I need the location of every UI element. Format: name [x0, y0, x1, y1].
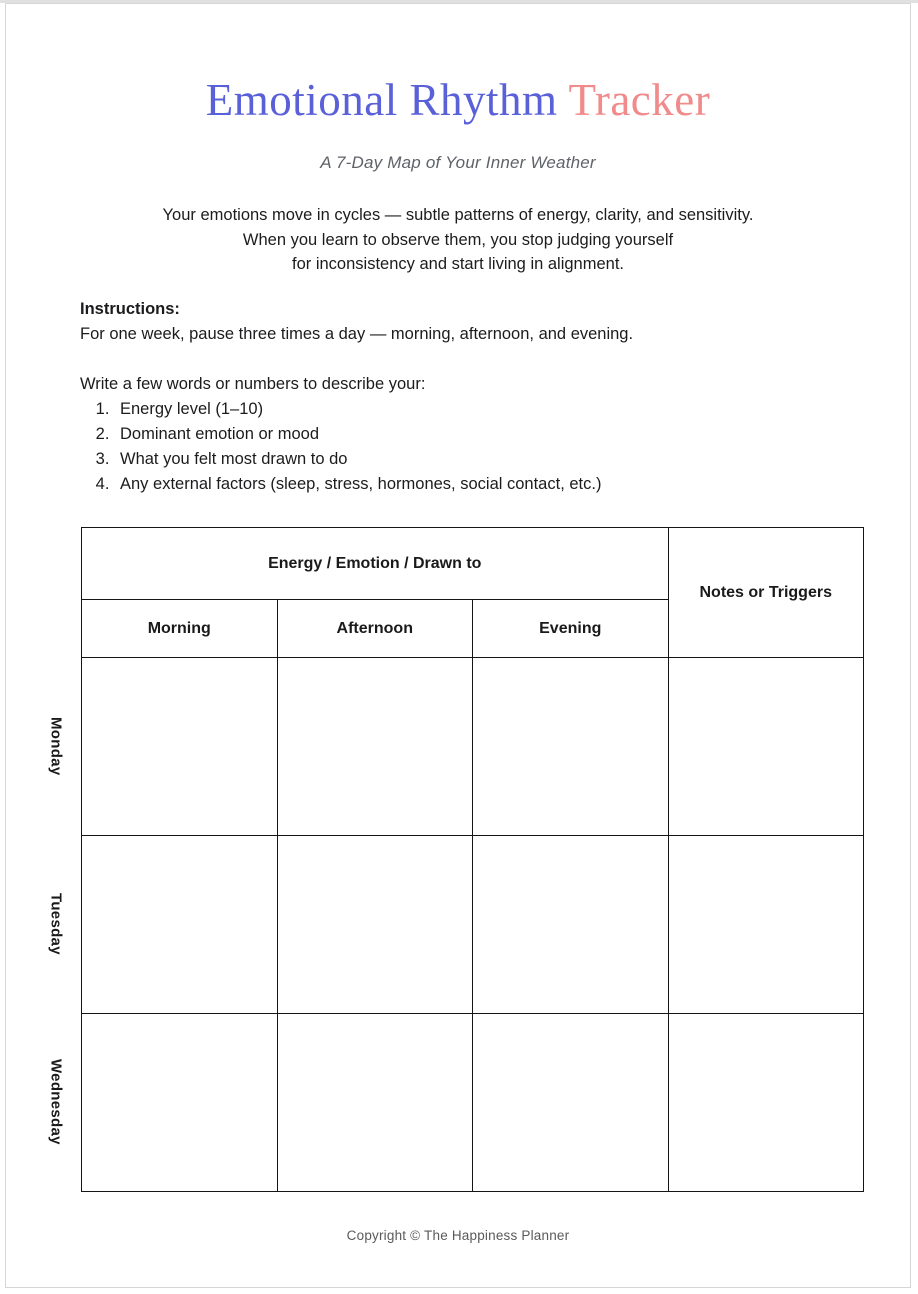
tracker-cell-tuesday-morning	[82, 836, 278, 1014]
tracker-table	[81, 527, 864, 1192]
list-item: 1. Energy level (1–10)	[114, 397, 850, 422]
notes-header: Notes or Triggers	[668, 528, 864, 658]
list-item: 4. Any external factors (sleep, stress, hormones, social contact, etc.)	[114, 472, 850, 497]
time-header-evening: Evening	[473, 600, 669, 658]
tracker-cell-wednesday-notes	[668, 1014, 864, 1192]
page-subtitle: A 7-Day Map of Your Inner Weather	[320, 153, 596, 172]
intro-line-1: Your emotions move in cycles — subtle patterns of energy, clarity, and sensitivity.	[162, 206, 754, 224]
tracker-cell-tuesday-evening	[473, 836, 669, 1014]
tracker-cell-tuesday-afternoon	[277, 836, 473, 1014]
instructions-section	[80, 297, 850, 497]
page-title-primary: Emotional Rhythm	[205, 75, 558, 125]
page-title	[6, 76, 910, 126]
tracker-cell-wednesday-evening	[473, 1014, 669, 1192]
copyright-notice: Copyright © The Happiness Planner	[346, 1228, 570, 1243]
instructions-heading: Instructions:	[80, 300, 180, 318]
tracker-cell-monday-evening	[473, 658, 669, 836]
instructions-list-intro: Write a few words or numbers to describe your:	[80, 375, 426, 393]
worksheet-page	[5, 3, 911, 1288]
tracker-table-area	[47, 527, 864, 1192]
tracker-cell-wednesday-afternoon	[277, 1014, 473, 1192]
tracker-cell-monday-afternoon	[277, 658, 473, 836]
tracker-cell-monday-morning	[82, 658, 278, 836]
tracker-cell-wednesday-morning	[82, 1014, 278, 1192]
instructions-body: For one week, pause three times a day — morning, afternoon, and evening.	[80, 325, 634, 343]
day-label-wednesday: Wednesday	[47, 1059, 65, 1145]
intro-paragraph	[6, 203, 910, 277]
list-item: 3. What you felt most drawn to do	[114, 447, 850, 472]
time-header-afternoon: Afternoon	[277, 600, 473, 658]
tracker-cell-tuesday-notes	[668, 836, 864, 1014]
day-label-monday: Monday	[47, 716, 65, 776]
time-header-morning: Morning	[82, 600, 278, 658]
list-item: 2. Dominant emotion or mood	[114, 422, 850, 447]
intro-line-3: for inconsistency and start living in alignment.	[292, 255, 624, 273]
day-label-tuesday: Tuesday	[47, 893, 65, 955]
tracker-cell-monday-notes	[668, 658, 864, 836]
instructions-list	[80, 397, 850, 497]
table-row-wednesday	[82, 1014, 864, 1192]
table-row-monday	[82, 658, 864, 836]
intro-line-2: When you learn to observe them, you stop judging yourself	[242, 230, 674, 249]
page-title-accent: Tracker	[568, 75, 711, 125]
table-row-tuesday	[82, 836, 864, 1014]
group-header: Energy / Emotion / Drawn to	[82, 528, 669, 600]
